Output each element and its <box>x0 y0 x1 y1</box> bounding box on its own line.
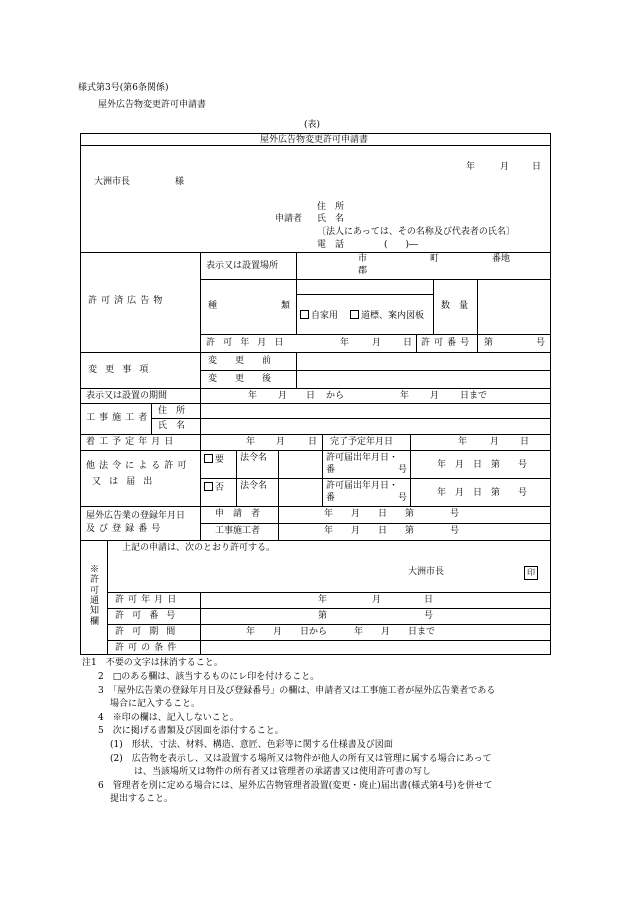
note-line: 提出すること。 <box>110 794 174 804</box>
shi-label: 市 <box>358 254 368 264</box>
document-title: 屋外広告物変更許可申請書 <box>98 100 207 110</box>
start-day: 日 <box>308 437 318 447</box>
permit-date-year: 年 <box>340 338 350 348</box>
period-to-year: 年 <box>400 391 410 401</box>
change-before: 変 更 前 <box>208 356 272 366</box>
side-label: (表) <box>304 120 321 130</box>
note-line: 注1 不要の文字は抹消すること。 <box>82 658 223 668</box>
location-label: 表示又は設置場所 <box>206 261 279 271</box>
checkbox-not-required-label: 否 <box>215 483 225 493</box>
permit-filing-date-label-1: 許可届出年月日・ <box>326 453 399 463</box>
contractor-address: 住 所 <box>158 406 186 416</box>
permitted-ad-label: 許可済広告物 <box>88 296 167 306</box>
corporation-note: 〔法人にあっては、その名称及び代表者の氏名〕 <box>317 227 515 237</box>
registration-label-2: 及び登録番号 <box>86 524 165 534</box>
checkbox-private-label: 自家用 <box>311 311 339 321</box>
note-line: 場合に記入すること。 <box>110 699 201 709</box>
notice-period-label: 許可期間 <box>115 627 184 637</box>
completion-date-label: 完了予定年月日 <box>330 437 394 447</box>
note-line: (2) 広告物を表示し、又は設置する場所又は物件が他人の所有又は管理に属する場合にあって <box>110 754 492 764</box>
period-to-month: 月 <box>430 391 440 401</box>
date-month: 月 <box>500 162 510 172</box>
permit-filing-date-label-2: 許可届出年月日・ <box>326 481 399 491</box>
notice-permit-number-go: 号 <box>424 611 434 621</box>
note-line: 2 □のある欄は、該当するものにレ印を付けること。 <box>98 672 320 682</box>
registration-contractor: 工事施工者 <box>215 526 261 536</box>
start-month: 月 <box>276 437 286 447</box>
period-label: 表示又は設置の期間 <box>86 391 168 401</box>
notice-side-label: ※許可通知欄 <box>89 565 99 627</box>
registration-label-1: 屋外広告業の登録年月日 <box>86 511 186 521</box>
tel-format: ( )― <box>384 240 419 250</box>
note-line: 5 次に掲げる書類及び図面を添付すること。 <box>98 726 284 736</box>
permit-date-label: 許可年月日 <box>206 338 292 348</box>
permit-number-dai: 第 <box>484 338 494 348</box>
machi-label: 町 <box>430 254 440 264</box>
note-line: 4 ※印の欄は、記入しないこと。 <box>98 713 239 723</box>
change-after: 変 更 後 <box>208 374 272 384</box>
permit-filing-number-label-1: 番 号 <box>326 465 408 475</box>
date-year: 年 <box>466 162 476 172</box>
contractor-label: 工事施工者 <box>86 413 152 423</box>
checkbox-private[interactable] <box>300 310 338 321</box>
checkbox-required[interactable] <box>204 454 224 465</box>
checkbox-signpost-label: 道標、案内図板 <box>361 311 425 321</box>
note-line: 6 管理者を別に定める場合には、屋外広告物管理者設置(変更・廃止)届出書(様式第4号)を併せて <box>98 781 493 791</box>
date-day: 日 <box>532 162 542 172</box>
form-title: 屋外広告物変更許可申請書 <box>260 135 369 145</box>
notice-permit-year: 年 <box>318 595 328 605</box>
notice-permit-day: 日 <box>424 595 434 605</box>
other-law-label-2: 又は届出 <box>92 477 161 487</box>
type-label-2: 類 <box>281 301 291 311</box>
seal-icon: 印 <box>524 566 538 580</box>
law-name-label-1: 法令名 <box>240 453 268 463</box>
period-to-day: 日まで <box>460 391 488 401</box>
note-line: 3 「屋外広告業の登録年月日及び登録番号」の欄は、申請者又は工事施工者が屋外広告業者である <box>98 686 496 696</box>
contractor-name: 氏 名 <box>158 421 186 431</box>
period-from-month: 月 <box>278 391 288 401</box>
change-label: 変更事項 <box>88 365 157 375</box>
other-law-row1-value: 年 月 日 第 号 <box>437 460 528 470</box>
applicant-label: 申請者 <box>275 214 303 224</box>
addressee: 大洲市長 <box>94 177 131 187</box>
registration-applicant: 申 請 者 <box>215 509 261 519</box>
permit-date-month: 月 <box>372 338 382 348</box>
other-law-label-1: 他法令による許可 <box>86 461 191 471</box>
note-line: は、当該場所又は物件の所有者又は管理者の承諾書又は使用許可書の写し <box>134 767 432 777</box>
notice-mayor: 大洲市長 <box>408 567 445 577</box>
start-date-label: 着工予定年月日 <box>86 437 178 447</box>
notice-conditions-label: 許可の条件 <box>115 643 181 653</box>
notice-period-value: 年 月 日から 年 月 日まで <box>246 627 436 637</box>
registration-applicant-value: 年 月 日 第 号 <box>324 509 460 519</box>
complete-month: 月 <box>490 437 500 447</box>
period-from: から <box>326 391 345 401</box>
complete-year: 年 <box>458 437 468 447</box>
notice-permit-date-label: 許可年月日 <box>115 595 181 605</box>
name-label: 氏 名 <box>317 214 345 224</box>
start-year: 年 <box>246 437 256 447</box>
address-label: 住 所 <box>317 202 345 212</box>
registration-contractor-value: 年 月 日 第 号 <box>324 526 460 536</box>
checkbox-box-icon[interactable] <box>204 454 213 463</box>
checkbox-box-icon[interactable] <box>350 310 359 319</box>
other-law-row2-value: 年 月 日 第 号 <box>437 488 528 498</box>
tel-label: 電 話 <box>317 240 345 250</box>
law-name-label-2: 法令名 <box>240 481 268 491</box>
form-number: 様式第3号(第6条関係) <box>78 83 169 93</box>
note-line: (1) 形状、寸法、材料、構造、意匠、色彩等に関する仕様書及び図面 <box>110 740 393 750</box>
quantity-label: 数 量 <box>441 301 469 311</box>
complete-day: 日 <box>520 437 530 447</box>
period-from-day: 日 <box>306 391 316 401</box>
permit-date-day: 日 <box>403 338 413 348</box>
notice-statement: 上記の申請は、次のとおり許可する。 <box>122 543 276 553</box>
notice-permit-number-dai: 第 <box>318 611 328 621</box>
period-from-year: 年 <box>248 391 258 401</box>
permit-filing-number-label-2: 番 号 <box>326 493 408 503</box>
banchi-label: 番地 <box>492 254 511 264</box>
type-label-1: 種 <box>208 301 218 311</box>
gun-label: 郡 <box>358 266 368 276</box>
checkbox-box-icon[interactable] <box>300 310 309 319</box>
checkbox-not-required[interactable] <box>204 482 224 493</box>
permit-number-label: 許可番号 <box>421 338 474 348</box>
checkbox-required-label: 要 <box>215 455 225 465</box>
notice-permit-number-label: 許可番号 <box>115 611 184 621</box>
notice-permit-month: 月 <box>372 595 382 605</box>
checkbox-box-icon[interactable] <box>204 482 213 491</box>
checkbox-signpost[interactable] <box>350 310 424 321</box>
honorific: 様 <box>175 177 185 187</box>
permit-number-go: 号 <box>536 338 546 348</box>
